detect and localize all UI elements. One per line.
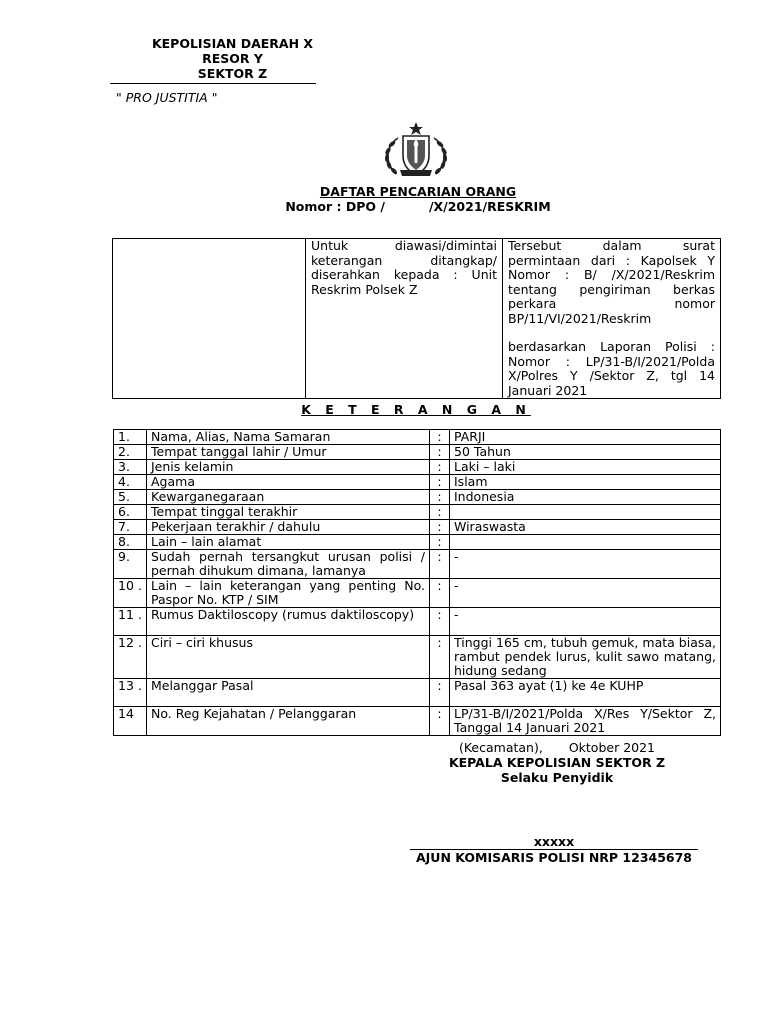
request-empty-cell [113, 239, 306, 399]
detail-row [114, 460, 721, 475]
signature-date [412, 740, 702, 755]
keterangan-heading: K E T E R A N G A N [301, 402, 531, 417]
detail-label: Lain – lain alamat [147, 535, 430, 550]
detail-value: - [450, 579, 721, 608]
detail-label: Nama, Alias, Nama Samaran [147, 430, 430, 445]
signatory-rank: AJUN KOMISARIS POLISI NRP 12345678 [415, 850, 693, 865]
signature-month-year: Oktober 2021 [568, 740, 656, 755]
detail-colon: : [430, 520, 450, 535]
detail-row [114, 535, 721, 550]
detail-number: 11 . [114, 608, 147, 636]
detail-value: Tinggi 165 cm, tubuh gemuk, mata biasa, rambut pendek lurus, kulit sawo matang, hidung sedang [450, 636, 721, 679]
detail-label: Ciri – ciri khusus [147, 636, 430, 679]
detail-label: Jenis kelamin [147, 460, 430, 475]
detail-value: Laki – laki [450, 460, 721, 475]
detail-number: 1. [114, 430, 147, 445]
agency-line-3: SEKTOR Z [197, 66, 268, 81]
police-crest-icon [376, 120, 456, 180]
detail-number: 13 . [114, 679, 147, 707]
detail-number: 4. [114, 475, 147, 490]
detail-label: Kewarganegaraan [147, 490, 430, 505]
detail-row [114, 445, 721, 460]
detail-colon: : [430, 505, 450, 520]
signature-place: (Kecamatan), [458, 740, 543, 755]
detail-colon: : [430, 475, 450, 490]
agency-header [110, 36, 355, 81]
detail-colon: : [430, 460, 450, 475]
detail-colon: : [430, 430, 450, 445]
detail-row [114, 579, 721, 608]
document-title [282, 184, 554, 214]
signatory [410, 834, 698, 865]
detail-colon: : [430, 490, 450, 505]
detail-number: 14 [114, 707, 147, 736]
detail-colon: : [430, 579, 450, 608]
detail-value: - [450, 550, 721, 579]
detail-colon: : [430, 608, 450, 636]
detail-label: Tempat tinggal terakhir [147, 505, 430, 520]
detail-number: 12 . [114, 636, 147, 679]
detail-value: Islam [450, 475, 721, 490]
detail-row [114, 679, 721, 707]
detail-row [114, 475, 721, 490]
request-table [112, 238, 721, 399]
detail-row [114, 550, 721, 579]
detail-label: Pekerjaan terakhir / dahulu [147, 520, 430, 535]
detail-row [114, 636, 721, 679]
header-divider [110, 83, 316, 84]
detail-label: Lain – lain keterangan yang penting No. Paspor No. KTP / SIM [147, 579, 430, 608]
detail-number: 9. [114, 550, 147, 579]
signatory-name: xxxxx [533, 834, 575, 849]
signature-role: Selaku Penyidik [500, 770, 614, 785]
reference-letter: Tersebut dalam surat permintaan dari : Kapolsek Y Nomor : B/ /X/2021/Reskrim tentang pengiriman berkas perkara nomor BP/11/VI/2021/Reskrim [508, 238, 715, 326]
detail-label: Rumus Daktiloscopy (rumus daktiloscopy) [147, 608, 430, 636]
detail-colon: : [430, 679, 450, 707]
detail-number: 8. [114, 535, 147, 550]
detail-row [114, 608, 721, 636]
agency-line-2: RESOR Y [202, 51, 263, 66]
detail-colon: : [430, 636, 450, 679]
detail-label: No. Reg Kejahatan / Pelanggaran [147, 707, 430, 736]
detail-number: 5. [114, 490, 147, 505]
detail-row [114, 430, 721, 445]
detail-value: 50 Tahun [450, 445, 721, 460]
detail-value: Wiraswasta [450, 520, 721, 535]
detail-number: 7. [114, 520, 147, 535]
detail-label: Sudah pernah tersangkut urusan polisi / pernah dihukum dimana, lamanya [147, 550, 430, 579]
nomor-suffix: /X/2021/RESKRIM [428, 199, 551, 214]
detail-number: 10 . [114, 579, 147, 608]
title-heading: DAFTAR PENCARIAN ORANG [319, 184, 517, 199]
request-reference-cell [503, 239, 721, 399]
agency-line-1: KEPOLISIAN DAERAH X [151, 36, 314, 51]
detail-label: Melanggar Pasal [147, 679, 430, 707]
detail-number: 2. [114, 445, 147, 460]
signature-block [412, 740, 702, 785]
detail-value: LP/31-B/I/2021/Polda X/Res Y/Sektor Z, Tanggal 14 Januari 2021 [450, 707, 721, 736]
pro-justitia-label: " PRO JUSTITIA " [116, 90, 218, 105]
detail-value: Pasal 363 ayat (1) ke 4e KUHP [450, 679, 721, 707]
nomor-prefix: Nomor : DPO / [285, 199, 385, 214]
detail-colon: : [430, 445, 450, 460]
detail-number: 6. [114, 505, 147, 520]
detail-value [450, 535, 721, 550]
detail-row [114, 520, 721, 535]
detail-row [114, 707, 721, 736]
detail-number: 3. [114, 460, 147, 475]
detail-colon: : [430, 707, 450, 736]
detail-row [114, 490, 721, 505]
signature-office: KEPALA KEPOLISIAN SEKTOR Z [448, 755, 666, 770]
detail-colon: : [430, 550, 450, 579]
request-instruction-cell: Untuk diawasi/dimintai keterangan ditangkap/ diserahkan kepada : Unit Reskrim Polsek Z [306, 239, 503, 399]
detail-label: Tempat tanggal lahir / Umur [147, 445, 430, 460]
detail-value: PARJI [450, 430, 721, 445]
detail-row [114, 505, 721, 520]
detail-label: Agama [147, 475, 430, 490]
title-number [282, 199, 554, 214]
details-table [113, 429, 721, 736]
detail-colon: : [430, 535, 450, 550]
detail-value [450, 505, 721, 520]
detail-value: - [450, 608, 721, 636]
reference-report: berdasarkan Laporan Polisi : Nomor : LP/31-B/I/2021/Polda X/Polres Y /Sektor Z, tgl 14 Januari 2021 [508, 339, 715, 398]
detail-value: Indonesia [450, 490, 721, 505]
